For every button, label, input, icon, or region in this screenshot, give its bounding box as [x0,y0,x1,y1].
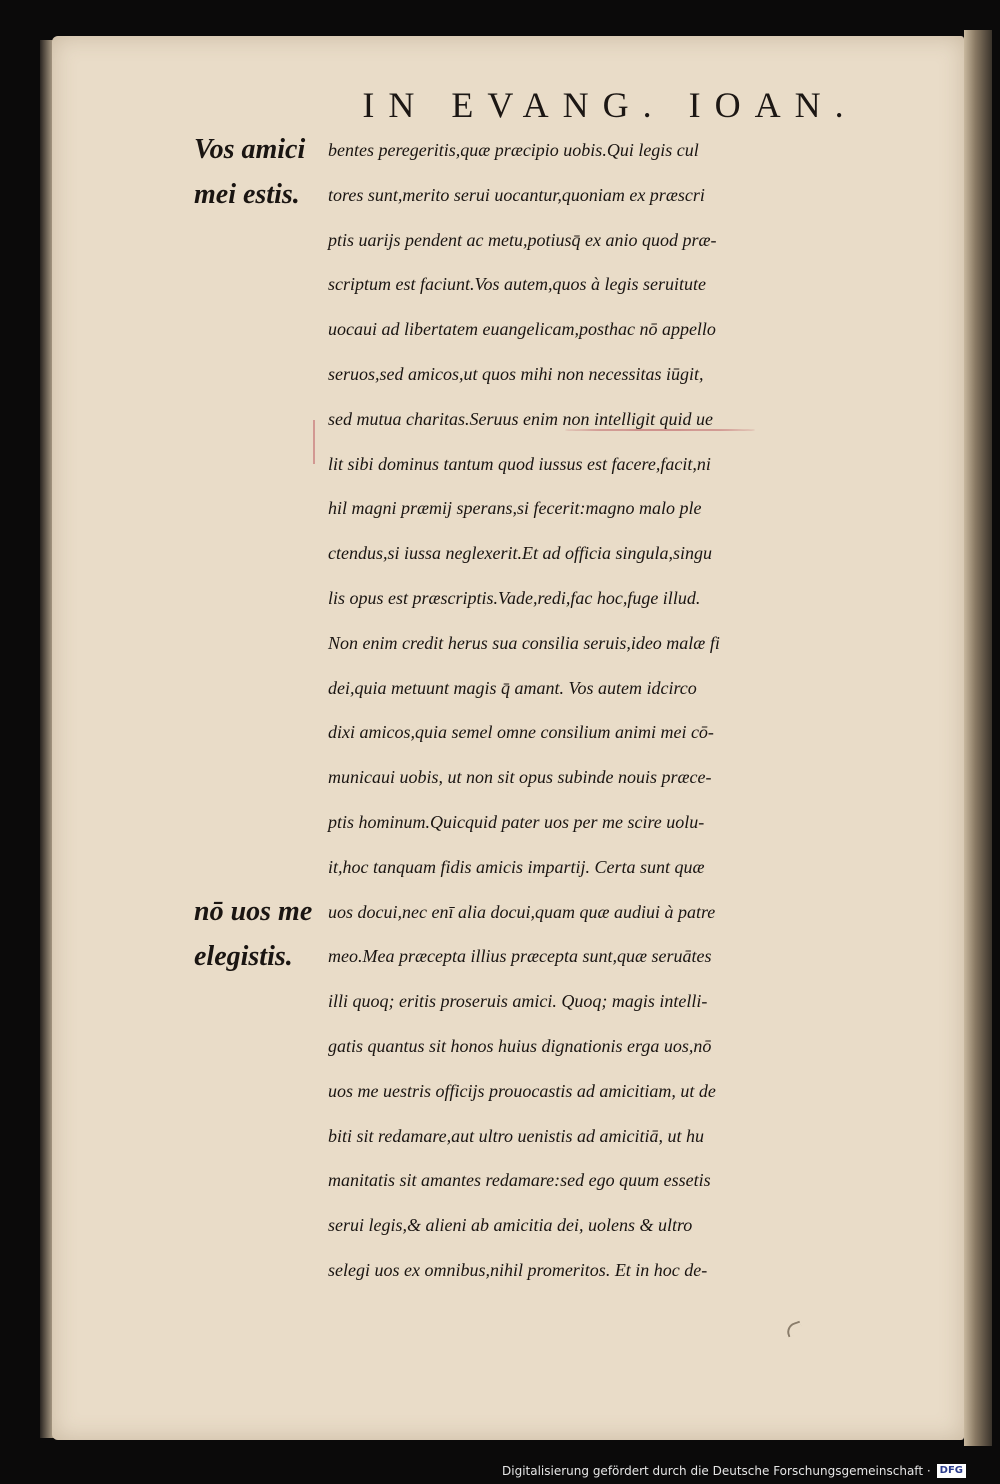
red-bracket-mark [313,420,321,464]
digitization-credit [502,1464,966,1478]
body-text [328,128,968,1293]
text-line: municaui uobis, ut non sit opus subinde nouis præce- [328,767,712,788]
red-underline-mark [565,429,755,431]
text-line: selegi uos ex omnibus,nihil promeritos. Et in hoc de- [328,1259,708,1280]
marginal-note-line: elegistis. [194,940,293,972]
running-head: IN EVANG. IOAN. [362,85,858,125]
text-line: manitatis sit amantes redamare:sed ego quum essetis [328,1170,711,1191]
text-line: ptis hominum.Quicquid pater uos per me scire uolu- [328,811,705,832]
text-line: Non enim credit herus sua consilia seruis,ideo malæ fi [328,632,720,653]
text-line: biti sit redamare,aut ultro uenistis ad amicitiā, ut hu [328,1125,704,1146]
credit-text: Digitalisierung gefördert durch die Deutsche Forschungsgemeinschaft · [502,1464,931,1478]
dfg-logo-icon: DFG [937,1464,966,1478]
text-line: uos docui,nec enī alia docui,quam quæ audiui à patre [328,901,716,922]
text-line: lis opus est præscriptis.Vade,redi,fac hoc,fuge illud. [328,587,701,608]
text-line: sed mutua charitas.Seruus enim non intelligit quid ue [328,408,713,429]
text-line: serui legis,& alieni ab amicitia dei, uolens & ultro [328,1215,693,1236]
text-line: dei,quia metuunt magis q̄ amant. Vos autem idcirco [328,677,697,698]
marginal-note-vos-amici [194,128,324,218]
marginal-note-line: mei estis. [194,178,300,210]
marginal-note-line: nō uos me [194,896,313,927]
marginal-note-line: Vos amici [194,134,306,165]
text-line: dixi amicos,quia semel omne consilium animi mei cō- [328,722,714,743]
text-line: uocaui ad libertatem euangelicam,posthac nō appello [328,319,716,340]
text-line: ctendus,si iussa neglexerit.Et ad officia singula,singu [328,543,712,564]
text-line: uos me uestris officijs prouocastis ad amicitiam, ut de [328,1080,716,1101]
text-line: lit sibi dominus tantum quod iussus est facere,facit,ni [328,453,711,474]
text-line: tores sunt,merito serui uocantur,quoniam ex præscri [328,184,705,205]
text-line: scriptum est faciunt.Vos autem,quos à legis seruitute [328,274,706,295]
marginal-note-elegistis [194,890,324,980]
text-line: seruos,sed amicos,ut quos mihi non necessitas iūgit, [328,363,704,384]
text-line: ptis uarijs pendent ac metu,potiusq̄ ex anio quod præ- [328,229,717,250]
text-line: gatis quantus sit honos huius dignationis erga uos,nō [328,1035,712,1056]
text-line: it,hoc tanquam fidis amicis impartij. Certa sunt quæ [328,856,705,877]
page-fore-edge [964,30,992,1446]
text-line: hil magni præmij sperans,si fecerit:magno malo ple [328,498,702,519]
text-line: bentes peregeritis,quæ præcipio uobis.Qui legis cul [328,140,699,160]
text-line: meo.Mea præcepta illius præcepta sunt,quæ seruātes [328,946,712,967]
text-line: illi quoq; eritis proseruis amici. Quoq; magis intelli- [328,991,708,1012]
